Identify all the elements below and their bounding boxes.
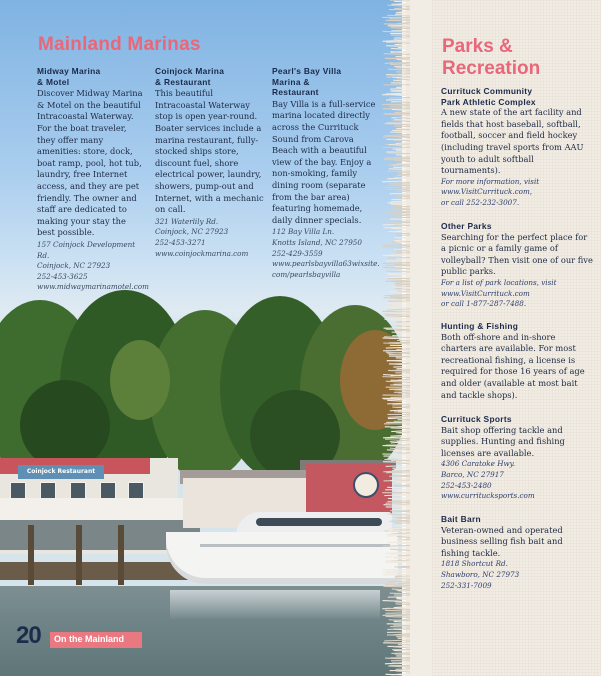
section-address: 1818 Shortcut Rd. Shawboro, NC 27973 252-331-7009 xyxy=(441,559,520,590)
marina-description: This beautiful Intracoastal Waterway stop is open year-round. Boater services include a marina restaurant, fully-stocked ships store, discount fuel, shore electrical power, laundry, showers, pump-out and Internet, with a mechanic on call. xyxy=(155,88,264,215)
page-number: 20 xyxy=(16,622,41,649)
section-body: Searching for the perfect place for a picnic or a family game of volleyball? Then visit one of our five public parks. xyxy=(441,231,593,277)
section-footer-label: On the Mainland xyxy=(54,634,125,644)
marina-address: 157 Coinjock Development Rd. Coinjock, NC 27923 252-453-3625 www.midwaymarinamotel.com xyxy=(37,239,149,292)
parks-section-bait-barn xyxy=(441,514,593,591)
parks-title: Parks & Recreation xyxy=(442,36,541,79)
marina-website-link[interactable]: www.midwaymarinamotel.com xyxy=(37,282,149,292)
marina-name: Pearl's Bay Villa Marina & Restaurant xyxy=(272,66,342,98)
section-body: A new state of the art facility and fields that host baseball, softball, football, soccer and field hockey (including travel sports from AAU youth to adult softball tournaments). xyxy=(441,107,584,176)
section-heading: Bait Barn xyxy=(441,514,481,524)
marina-description: Bay Villa is a full-service marina located directly across the Currituck Sound from Carova Beach with a beautiful view of the bay. Enjoy a non-smoking, family dining room (separate from the bar area) featuring homemade, daily dinner specials. xyxy=(272,98,376,225)
parks-section-currituck-sports xyxy=(441,414,593,502)
parks-section-hunting-fishing xyxy=(441,321,593,401)
section-heading: Currituck Sports xyxy=(441,414,512,424)
section-contact-note: For a list of park locations, visit www.VisitCurrituck.com or call 1-877-287-7488. xyxy=(441,278,593,310)
website-link[interactable]: www.VisitCurrituck.com xyxy=(441,288,530,298)
section-contact-note: For more information, visit www.VisitCurrituck.com, or call 252-232-3007. xyxy=(441,177,593,209)
marina-entry-midway xyxy=(37,66,149,293)
marina-entry-pearls-bay-villa xyxy=(272,66,380,280)
marina-name: Coinjock Marina & Restaurant xyxy=(155,66,225,87)
marina-address: 112 Bay Villa Ln. Knotts Island, NC 27950 252-429-3559 www.pearlsbayvilla63wixsite. com/pearlsbayvilla xyxy=(272,227,380,279)
fringe-edge-decoration xyxy=(380,0,432,676)
section-body: Both off-shore and in-shore charters are available. For most recreational fishing, a license is required for those 16 years of age and older (available at most bait and tackle shops). xyxy=(441,331,585,400)
marina-entry-coinjock xyxy=(155,66,265,259)
website-link[interactable]: www.VisitCurrituck.com, xyxy=(441,187,533,197)
parks-section-other-parks xyxy=(441,221,593,310)
section-heading: Hunting & Fishing xyxy=(441,321,519,331)
section-body: Bait shop offering tackle and supplies. Hunting and fishing licenses are available. xyxy=(441,424,565,458)
parks-section-athletic-complex xyxy=(441,86,593,209)
section-address: 4306 Caratoke Hwy. Barco, NC 27917 252-453-2480 www.curritucksports.com xyxy=(441,459,593,501)
marina-website-link[interactable]: www.pearlsbayvilla63wixsite. xyxy=(272,259,380,269)
marina-address: 321 Waterlily Rd. Coinjock, NC 27923 252-453-3271 www.coinjockmarina.com xyxy=(155,217,265,259)
marinas-title: Mainland Marinas xyxy=(38,34,201,55)
section-heading: Currituck Community Park Athletic Complex xyxy=(441,86,536,107)
restaurant-sign: Coinjock Restaurant xyxy=(18,465,104,479)
section-body: Veteran-owned and operated business selling fish bait and fishing tackle. xyxy=(441,524,563,558)
section-heading: Other Parks xyxy=(441,221,492,231)
marina-name: Midway Marina & Motel xyxy=(37,66,101,87)
website-link[interactable]: www.curritucksports.com xyxy=(441,491,535,501)
marina-description: Discover Midway Marina & Motel on the beautiful Intracoastal Waterway. For the boat traveler, they offer many amenities: store, dock, boat ramp, pool, hot tub, laundry, free Internet access, and they are pet friendly. The owner and staff are dedicated to making your stay the best possible. xyxy=(37,88,143,238)
marina-website-link-cont[interactable]: com/pearlsbayvilla xyxy=(272,269,341,279)
marina-website-link[interactable]: www.coinjockmarina.com xyxy=(155,248,249,258)
